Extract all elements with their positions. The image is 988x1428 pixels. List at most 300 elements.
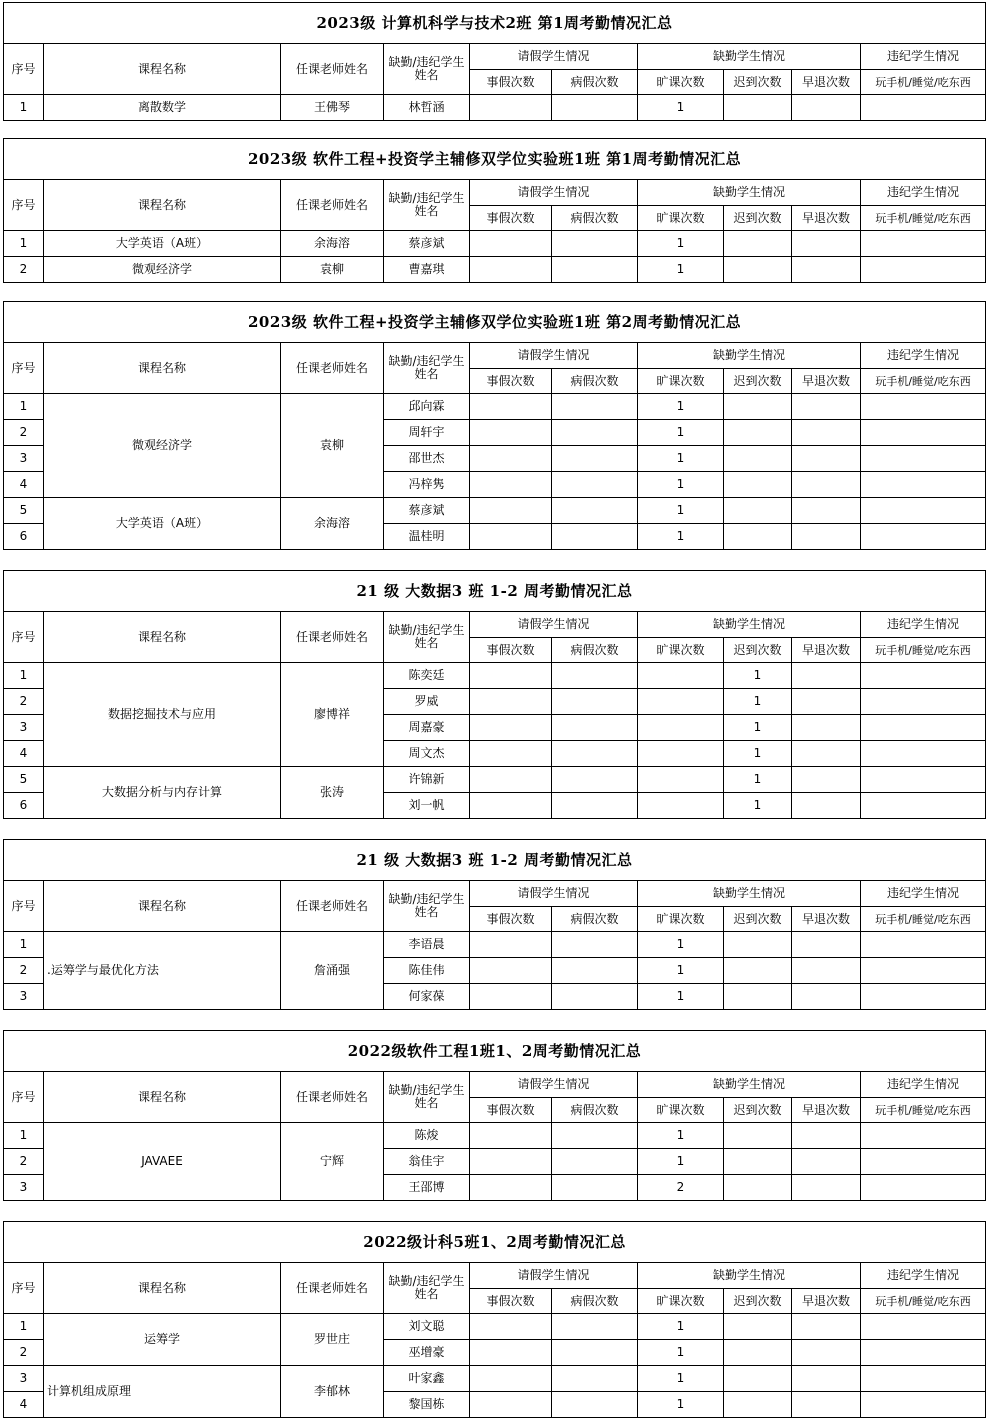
count-sick-leave bbox=[552, 958, 638, 984]
row-seq: 2 bbox=[4, 958, 44, 984]
header-teacher: 任课老师姓名 bbox=[281, 1263, 384, 1314]
student-name: 李语晨 bbox=[384, 932, 470, 958]
count-discipline bbox=[861, 394, 986, 420]
count-personal-leave bbox=[470, 1314, 552, 1340]
header-discipline-group: 违纪学生情况 bbox=[861, 1263, 986, 1289]
student-name: 刘文聪 bbox=[384, 1314, 470, 1340]
count-late bbox=[724, 958, 792, 984]
count-personal-leave bbox=[470, 394, 552, 420]
header-absence-group: 缺勤学生情况 bbox=[638, 44, 861, 70]
count-personal-leave bbox=[470, 257, 552, 283]
count-discipline bbox=[861, 1340, 986, 1366]
count-late bbox=[724, 257, 792, 283]
count-early-leave bbox=[792, 1366, 861, 1392]
count-early-leave bbox=[792, 793, 861, 819]
header-student: 缺勤/违纪学生姓名 bbox=[384, 881, 470, 932]
count-personal-leave bbox=[470, 1149, 552, 1175]
attendance-table-block bbox=[3, 1030, 986, 1201]
count-early-leave bbox=[792, 498, 861, 524]
header-discipline: 玩手机/睡觉/吃东西 bbox=[861, 70, 986, 95]
count-discipline bbox=[861, 715, 986, 741]
header-discipline-group: 违纪学生情况 bbox=[861, 1072, 986, 1098]
row-seq: 3 bbox=[4, 446, 44, 472]
table-title: 2022级软件工程1班1、2周考勤情况汇总 bbox=[4, 1031, 986, 1072]
count-late bbox=[724, 1314, 792, 1340]
table-row bbox=[4, 257, 986, 283]
attendance-table bbox=[3, 2, 986, 121]
count-truancy: 1 bbox=[638, 932, 724, 958]
header-discipline-group: 违纪学生情况 bbox=[861, 612, 986, 638]
header-teacher: 任课老师姓名 bbox=[281, 180, 384, 231]
row-seq: 1 bbox=[4, 95, 44, 121]
count-early-leave bbox=[792, 663, 861, 689]
attendance-table bbox=[3, 301, 986, 550]
course-name: 微观经济学 bbox=[44, 394, 281, 498]
count-personal-leave bbox=[470, 1366, 552, 1392]
count-early-leave bbox=[792, 1175, 861, 1201]
count-sick-leave bbox=[552, 767, 638, 793]
row-seq: 2 bbox=[4, 689, 44, 715]
count-personal-leave bbox=[470, 663, 552, 689]
count-personal-leave bbox=[470, 793, 552, 819]
table-title: 2023级 计算机科学与技术2班 第1周考勤情况汇总 bbox=[4, 3, 986, 44]
count-sick-leave bbox=[552, 932, 638, 958]
count-late bbox=[724, 1149, 792, 1175]
student-name: 曹嘉琪 bbox=[384, 257, 470, 283]
header-late: 迟到次数 bbox=[724, 206, 792, 231]
header-leave-group: 请假学生情况 bbox=[470, 180, 638, 206]
count-discipline bbox=[861, 446, 986, 472]
header-truancy: 旷课次数 bbox=[638, 907, 724, 932]
header-early-leave: 早退次数 bbox=[792, 369, 861, 394]
header-discipline: 玩手机/睡觉/吃东西 bbox=[861, 907, 986, 932]
count-early-leave bbox=[792, 958, 861, 984]
count-late: 1 bbox=[724, 715, 792, 741]
count-late: 1 bbox=[724, 741, 792, 767]
count-discipline bbox=[861, 689, 986, 715]
table-row bbox=[4, 663, 986, 689]
count-late bbox=[724, 1392, 792, 1418]
student-name: 周嘉豪 bbox=[384, 715, 470, 741]
header-discipline: 玩手机/睡觉/吃东西 bbox=[861, 1098, 986, 1123]
count-early-leave bbox=[792, 984, 861, 1010]
row-seq: 5 bbox=[4, 767, 44, 793]
student-name: 刘一帆 bbox=[384, 793, 470, 819]
count-truancy: 1 bbox=[638, 1314, 724, 1340]
header-sick-leave: 病假次数 bbox=[552, 638, 638, 663]
header-seq: 序号 bbox=[4, 1072, 44, 1123]
student-name: 许锦新 bbox=[384, 767, 470, 793]
header-course: 课程名称 bbox=[44, 180, 281, 231]
student-name: 蔡彦斌 bbox=[384, 231, 470, 257]
header-seq: 序号 bbox=[4, 180, 44, 231]
row-seq: 3 bbox=[4, 1175, 44, 1201]
count-late bbox=[724, 984, 792, 1010]
teacher-name: 宁辉 bbox=[281, 1123, 384, 1201]
count-sick-leave bbox=[552, 984, 638, 1010]
header-seq: 序号 bbox=[4, 44, 44, 95]
header-late: 迟到次数 bbox=[724, 1098, 792, 1123]
count-early-leave bbox=[792, 95, 861, 121]
header-course: 课程名称 bbox=[44, 343, 281, 394]
attendance-table bbox=[3, 839, 986, 1010]
count-early-leave bbox=[792, 420, 861, 446]
header-student: 缺勤/违纪学生姓名 bbox=[384, 1072, 470, 1123]
count-personal-leave bbox=[470, 95, 552, 121]
student-name: 周文杰 bbox=[384, 741, 470, 767]
header-teacher: 任课老师姓名 bbox=[281, 881, 384, 932]
header-late: 迟到次数 bbox=[724, 70, 792, 95]
table-row bbox=[4, 231, 986, 257]
count-late bbox=[724, 472, 792, 498]
table-title: 2023级 软件工程+投资学主辅修双学位实验班1班 第1周考勤情况汇总 bbox=[4, 139, 986, 180]
count-sick-leave bbox=[552, 472, 638, 498]
row-seq: 1 bbox=[4, 231, 44, 257]
header-truancy: 旷课次数 bbox=[638, 206, 724, 231]
header-student: 缺勤/违纪学生姓名 bbox=[384, 343, 470, 394]
count-discipline bbox=[861, 663, 986, 689]
header-course: 课程名称 bbox=[44, 881, 281, 932]
row-seq: 2 bbox=[4, 257, 44, 283]
header-personal-leave: 事假次数 bbox=[470, 638, 552, 663]
count-truancy: 1 bbox=[638, 231, 724, 257]
count-sick-leave bbox=[552, 715, 638, 741]
count-discipline bbox=[861, 1366, 986, 1392]
header-discipline-group: 违纪学生情况 bbox=[861, 881, 986, 907]
count-discipline bbox=[861, 984, 986, 1010]
count-truancy: 2 bbox=[638, 1175, 724, 1201]
header-late: 迟到次数 bbox=[724, 907, 792, 932]
row-seq: 5 bbox=[4, 498, 44, 524]
count-personal-leave bbox=[470, 1392, 552, 1418]
count-late bbox=[724, 1123, 792, 1149]
count-personal-leave bbox=[470, 1123, 552, 1149]
student-name: 陈奕廷 bbox=[384, 663, 470, 689]
row-seq: 4 bbox=[4, 472, 44, 498]
row-seq: 6 bbox=[4, 524, 44, 550]
row-seq: 6 bbox=[4, 793, 44, 819]
header-teacher: 任课老师姓名 bbox=[281, 1072, 384, 1123]
attendance-table-block bbox=[3, 570, 986, 819]
count-early-leave bbox=[792, 767, 861, 793]
header-personal-leave: 事假次数 bbox=[470, 70, 552, 95]
table-row bbox=[4, 394, 986, 420]
count-discipline bbox=[861, 524, 986, 550]
header-absence-group: 缺勤学生情况 bbox=[638, 1072, 861, 1098]
count-sick-leave bbox=[552, 1175, 638, 1201]
count-sick-leave bbox=[552, 663, 638, 689]
row-seq: 1 bbox=[4, 1123, 44, 1149]
row-seq: 1 bbox=[4, 1314, 44, 1340]
teacher-name: 袁柳 bbox=[281, 394, 384, 498]
count-late: 1 bbox=[724, 767, 792, 793]
header-course: 课程名称 bbox=[44, 1072, 281, 1123]
count-sick-leave bbox=[552, 1366, 638, 1392]
count-personal-leave bbox=[470, 741, 552, 767]
count-late bbox=[724, 1175, 792, 1201]
count-discipline bbox=[861, 231, 986, 257]
course-name: 大数据分析与内存计算 bbox=[44, 767, 281, 819]
header-sick-leave: 病假次数 bbox=[552, 1098, 638, 1123]
count-truancy: 1 bbox=[638, 420, 724, 446]
count-sick-leave bbox=[552, 420, 638, 446]
count-sick-leave bbox=[552, 394, 638, 420]
count-sick-leave bbox=[552, 498, 638, 524]
count-sick-leave bbox=[552, 1149, 638, 1175]
student-name: 陈焌 bbox=[384, 1123, 470, 1149]
student-name: 邵世杰 bbox=[384, 446, 470, 472]
header-absence-group: 缺勤学生情况 bbox=[638, 1263, 861, 1289]
count-truancy: 1 bbox=[638, 1340, 724, 1366]
teacher-name: 余海溶 bbox=[281, 231, 384, 257]
header-personal-leave: 事假次数 bbox=[470, 1289, 552, 1314]
count-discipline bbox=[861, 958, 986, 984]
count-late bbox=[724, 446, 792, 472]
header-seq: 序号 bbox=[4, 1263, 44, 1314]
count-personal-leave bbox=[470, 446, 552, 472]
count-sick-leave bbox=[552, 793, 638, 819]
count-sick-leave bbox=[552, 689, 638, 715]
count-early-leave bbox=[792, 394, 861, 420]
count-personal-leave bbox=[470, 524, 552, 550]
table-row bbox=[4, 932, 986, 958]
course-name: 运筹学 bbox=[44, 1314, 281, 1366]
header-absence-group: 缺勤学生情况 bbox=[638, 881, 861, 907]
header-discipline-group: 违纪学生情况 bbox=[861, 180, 986, 206]
row-seq: 3 bbox=[4, 715, 44, 741]
count-early-leave bbox=[792, 741, 861, 767]
count-late: 1 bbox=[724, 663, 792, 689]
count-late: 1 bbox=[724, 689, 792, 715]
course-name: .运筹学与最优化方法 bbox=[44, 932, 281, 1010]
count-truancy: 1 bbox=[638, 1123, 724, 1149]
table-row bbox=[4, 1366, 986, 1392]
count-sick-leave bbox=[552, 257, 638, 283]
header-seq: 序号 bbox=[4, 612, 44, 663]
count-early-leave bbox=[792, 1314, 861, 1340]
header-discipline: 玩手机/睡觉/吃东西 bbox=[861, 1289, 986, 1314]
attendance-table-block bbox=[3, 1221, 986, 1418]
teacher-name: 罗世庄 bbox=[281, 1314, 384, 1366]
header-course: 课程名称 bbox=[44, 44, 281, 95]
header-discipline-group: 违纪学生情况 bbox=[861, 44, 986, 70]
header-early-leave: 早退次数 bbox=[792, 70, 861, 95]
row-seq: 4 bbox=[4, 741, 44, 767]
header-leave-group: 请假学生情况 bbox=[470, 612, 638, 638]
count-discipline bbox=[861, 1314, 986, 1340]
count-sick-leave bbox=[552, 1392, 638, 1418]
header-early-leave: 早退次数 bbox=[792, 206, 861, 231]
count-sick-leave bbox=[552, 1314, 638, 1340]
table-row bbox=[4, 767, 986, 793]
teacher-name: 詹涌强 bbox=[281, 932, 384, 1010]
table-row bbox=[4, 498, 986, 524]
course-name: 微观经济学 bbox=[44, 257, 281, 283]
row-seq: 3 bbox=[4, 1366, 44, 1392]
count-truancy: 1 bbox=[638, 257, 724, 283]
count-personal-leave bbox=[470, 498, 552, 524]
count-discipline bbox=[861, 1123, 986, 1149]
header-leave-group: 请假学生情况 bbox=[470, 1263, 638, 1289]
header-teacher: 任课老师姓名 bbox=[281, 343, 384, 394]
header-late: 迟到次数 bbox=[724, 369, 792, 394]
count-sick-leave bbox=[552, 741, 638, 767]
count-sick-leave bbox=[552, 95, 638, 121]
count-truancy: 1 bbox=[638, 472, 724, 498]
student-name: 陈佳伟 bbox=[384, 958, 470, 984]
header-late: 迟到次数 bbox=[724, 1289, 792, 1314]
count-late bbox=[724, 231, 792, 257]
count-truancy bbox=[638, 689, 724, 715]
student-name: 何家葆 bbox=[384, 984, 470, 1010]
table-title: 21 级 大数据3 班 1-2 周考勤情况汇总 bbox=[4, 840, 986, 881]
header-absence-group: 缺勤学生情况 bbox=[638, 612, 861, 638]
table-title: 2022级计科5班1、2周考勤情况汇总 bbox=[4, 1222, 986, 1263]
row-seq: 1 bbox=[4, 663, 44, 689]
course-name: 计算机组成原理 bbox=[44, 1366, 281, 1418]
count-late bbox=[724, 524, 792, 550]
header-discipline: 玩手机/睡觉/吃东西 bbox=[861, 206, 986, 231]
count-sick-leave bbox=[552, 231, 638, 257]
teacher-name: 李郁林 bbox=[281, 1366, 384, 1418]
header-truancy: 旷课次数 bbox=[638, 369, 724, 394]
header-leave-group: 请假学生情况 bbox=[470, 343, 638, 369]
count-late bbox=[724, 498, 792, 524]
header-truancy: 旷课次数 bbox=[638, 1289, 724, 1314]
count-early-leave bbox=[792, 1392, 861, 1418]
attendance-table bbox=[3, 138, 986, 283]
teacher-name: 王佛琴 bbox=[281, 95, 384, 121]
row-seq: 4 bbox=[4, 1392, 44, 1418]
count-late bbox=[724, 1366, 792, 1392]
header-sick-leave: 病假次数 bbox=[552, 1289, 638, 1314]
header-early-leave: 早退次数 bbox=[792, 638, 861, 663]
course-name: 离散数学 bbox=[44, 95, 281, 121]
student-name: 王邵博 bbox=[384, 1175, 470, 1201]
count-personal-leave bbox=[470, 1175, 552, 1201]
table-row bbox=[4, 1314, 986, 1340]
header-early-leave: 早退次数 bbox=[792, 907, 861, 932]
row-seq: 2 bbox=[4, 1149, 44, 1175]
count-discipline bbox=[861, 1392, 986, 1418]
header-absence-group: 缺勤学生情况 bbox=[638, 180, 861, 206]
count-sick-leave bbox=[552, 1340, 638, 1366]
count-discipline bbox=[861, 498, 986, 524]
header-sick-leave: 病假次数 bbox=[552, 206, 638, 231]
count-truancy: 1 bbox=[638, 1149, 724, 1175]
count-early-leave bbox=[792, 932, 861, 958]
count-discipline bbox=[861, 1175, 986, 1201]
student-name: 黎国栋 bbox=[384, 1392, 470, 1418]
header-seq: 序号 bbox=[4, 343, 44, 394]
count-discipline bbox=[861, 1149, 986, 1175]
count-personal-leave bbox=[470, 472, 552, 498]
header-late: 迟到次数 bbox=[724, 638, 792, 663]
attendance-table bbox=[3, 570, 986, 819]
count-personal-leave bbox=[470, 1340, 552, 1366]
count-early-leave bbox=[792, 472, 861, 498]
student-name: 巫增豪 bbox=[384, 1340, 470, 1366]
count-truancy: 1 bbox=[638, 498, 724, 524]
header-absence-group: 缺勤学生情况 bbox=[638, 343, 861, 369]
count-truancy: 1 bbox=[638, 1366, 724, 1392]
count-discipline bbox=[861, 472, 986, 498]
header-course: 课程名称 bbox=[44, 612, 281, 663]
count-personal-leave bbox=[470, 715, 552, 741]
count-personal-leave bbox=[470, 231, 552, 257]
header-personal-leave: 事假次数 bbox=[470, 907, 552, 932]
count-late bbox=[724, 394, 792, 420]
teacher-name: 余海溶 bbox=[281, 498, 384, 550]
header-truancy: 旷课次数 bbox=[638, 638, 724, 663]
count-discipline bbox=[861, 767, 986, 793]
header-student: 缺勤/违纪学生姓名 bbox=[384, 44, 470, 95]
header-course: 课程名称 bbox=[44, 1263, 281, 1314]
header-student: 缺勤/违纪学生姓名 bbox=[384, 1263, 470, 1314]
count-early-leave bbox=[792, 231, 861, 257]
count-truancy bbox=[638, 663, 724, 689]
count-early-leave bbox=[792, 524, 861, 550]
count-late bbox=[724, 95, 792, 121]
header-leave-group: 请假学生情况 bbox=[470, 44, 638, 70]
header-personal-leave: 事假次数 bbox=[470, 1098, 552, 1123]
teacher-name: 袁柳 bbox=[281, 257, 384, 283]
count-truancy: 1 bbox=[638, 394, 724, 420]
count-truancy bbox=[638, 715, 724, 741]
row-seq: 3 bbox=[4, 984, 44, 1010]
count-early-leave bbox=[792, 1340, 861, 1366]
attendance-table bbox=[3, 1030, 986, 1201]
count-late bbox=[724, 932, 792, 958]
student-name: 叶家鑫 bbox=[384, 1366, 470, 1392]
teacher-name: 廖博祥 bbox=[281, 663, 384, 767]
count-personal-leave bbox=[470, 984, 552, 1010]
header-personal-leave: 事假次数 bbox=[470, 206, 552, 231]
count-truancy: 1 bbox=[638, 958, 724, 984]
attendance-table-block bbox=[3, 138, 986, 283]
count-discipline bbox=[861, 932, 986, 958]
count-truancy bbox=[638, 767, 724, 793]
count-personal-leave bbox=[470, 767, 552, 793]
count-early-leave bbox=[792, 1123, 861, 1149]
count-late bbox=[724, 420, 792, 446]
count-early-leave bbox=[792, 1149, 861, 1175]
count-sick-leave bbox=[552, 524, 638, 550]
table-title: 21 级 大数据3 班 1-2 周考勤情况汇总 bbox=[4, 571, 986, 612]
student-name: 周轩宇 bbox=[384, 420, 470, 446]
header-leave-group: 请假学生情况 bbox=[470, 881, 638, 907]
count-early-leave bbox=[792, 257, 861, 283]
count-personal-leave bbox=[470, 420, 552, 446]
course-name: JAVAEE bbox=[44, 1123, 281, 1201]
table-row bbox=[4, 95, 986, 121]
student-name: 温桂明 bbox=[384, 524, 470, 550]
header-discipline: 玩手机/睡觉/吃东西 bbox=[861, 369, 986, 394]
table-row bbox=[4, 1123, 986, 1149]
header-early-leave: 早退次数 bbox=[792, 1098, 861, 1123]
teacher-name: 张涛 bbox=[281, 767, 384, 819]
count-truancy: 1 bbox=[638, 1392, 724, 1418]
header-sick-leave: 病假次数 bbox=[552, 907, 638, 932]
row-seq: 1 bbox=[4, 394, 44, 420]
count-late: 1 bbox=[724, 793, 792, 819]
count-personal-leave bbox=[470, 932, 552, 958]
header-truancy: 旷课次数 bbox=[638, 1098, 724, 1123]
student-name: 蔡彦斌 bbox=[384, 498, 470, 524]
count-truancy: 1 bbox=[638, 984, 724, 1010]
student-name: 罗威 bbox=[384, 689, 470, 715]
attendance-table bbox=[3, 1221, 986, 1418]
